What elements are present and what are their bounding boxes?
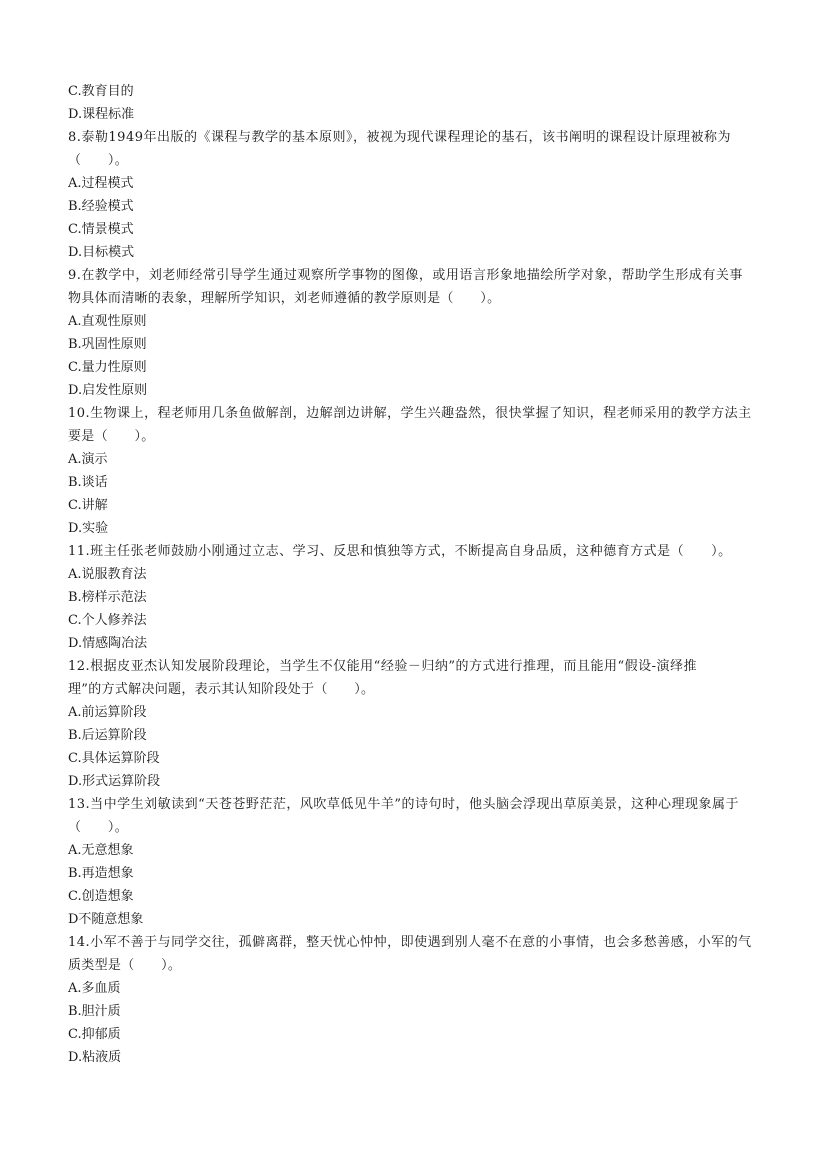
- option: C.教育目的: [68, 84, 134, 99]
- question-stem: 物具体而清晰的表象，理解所学知识，刘老师遵循的教学原则是（ ）。: [68, 291, 501, 306]
- option-d: D.目标模式: [68, 245, 135, 260]
- question-14: [68, 931, 768, 1069]
- option: D.课程标准: [68, 107, 135, 122]
- question-9: [68, 264, 768, 402]
- option-c: C.抑郁质: [68, 1027, 121, 1042]
- option-a: A.过程模式: [68, 176, 134, 191]
- option-a: A.直观性原则: [68, 314, 147, 329]
- option-b: B.再造想象: [68, 866, 134, 881]
- question-stem: （ ）。: [68, 820, 129, 835]
- option-c: C.创造想象: [68, 889, 134, 904]
- question-13: [68, 793, 768, 931]
- option-c: C.个人修养法: [68, 613, 147, 628]
- option-d: D.形式运算阶段: [68, 774, 161, 789]
- option-a: A.说服教育法: [68, 567, 147, 582]
- question-stem: 质类型是（ ）。: [68, 958, 182, 973]
- option-c: C.情景模式: [68, 222, 134, 237]
- option-a: A.无意想象: [68, 843, 134, 858]
- leading-options: [68, 80, 768, 126]
- option-b: B.谈话: [68, 475, 108, 490]
- question-11: [68, 540, 768, 655]
- document-page: [68, 80, 768, 1069]
- question-stem: （ ）。: [68, 153, 129, 168]
- option-a: A.多血质: [68, 981, 121, 996]
- option-b: B.经验模式: [68, 199, 134, 214]
- option-d: D.粘液质: [68, 1050, 122, 1065]
- option-b: B.后运算阶段: [68, 728, 147, 743]
- question-stem: 10.生物课上，程老师用几条鱼做解剖，边解剖边讲解，学生兴趣盎然，很快掌握了知识，程老师采用的教学方法主: [68, 406, 752, 421]
- question-stem: 14.小军不善于与同学交往，孤僻离群，整天忧心忡忡，即使遇到别人毫不在意的小事情，也会多愁善感，小军的气: [68, 935, 752, 950]
- option-b: B.榜样示范法: [68, 590, 147, 605]
- option-d: D.实验: [68, 521, 109, 536]
- option-a: A.前运算阶段: [68, 705, 147, 720]
- question-stem: 12.根据皮亚杰认知发展阶段理论，当学生不仅能用“经验－归纳”的方式进行推理，而且能用“假设-演绎推: [68, 659, 698, 674]
- question-10: [68, 402, 768, 540]
- option-c: C.量力性原则: [68, 360, 147, 375]
- question-stem: 理”的方式解决问题，表示其认知阶段处于（ ）。: [68, 682, 375, 697]
- question-stem: 11.班主任张老师鼓励小刚通过立志、学习、反思和慎独等方式，不断提高自身品质，这种德育方式是（ ）。: [68, 544, 732, 559]
- question-8: [68, 126, 768, 264]
- option-d: D不随意想象: [68, 912, 144, 927]
- option-a: A.演示: [68, 452, 108, 467]
- option-d: D.启发性原则: [68, 383, 148, 398]
- option-b: B.胆汁质: [68, 1004, 121, 1019]
- question-stem: 要是（ ）。: [68, 429, 155, 444]
- option-c: C.讲解: [68, 498, 108, 513]
- question-stem: 13.当中学生刘敏读到“天苍苍野茫茫，风吹草低见牛羊”的诗句时，他头脑会浮现出草原美景，这种心理现象属于: [68, 797, 739, 812]
- option-d: D.情感陶冶法: [68, 636, 148, 651]
- option-b: B.巩固性原则: [68, 337, 147, 352]
- question-stem: 9.在教学中，刘老师经常引导学生通过观察所学事物的图像，或用语言形象地描绘所学对象，帮助学生形成有关事: [68, 268, 743, 283]
- option-c: C.具体运算阶段: [68, 751, 160, 766]
- question-stem: 8.泰勒1949年出版的《课程与教学的基本原则》，被视为现代课程理论的基石，该书阐明的课程设计原理被称为: [68, 130, 731, 145]
- question-12: [68, 655, 768, 793]
